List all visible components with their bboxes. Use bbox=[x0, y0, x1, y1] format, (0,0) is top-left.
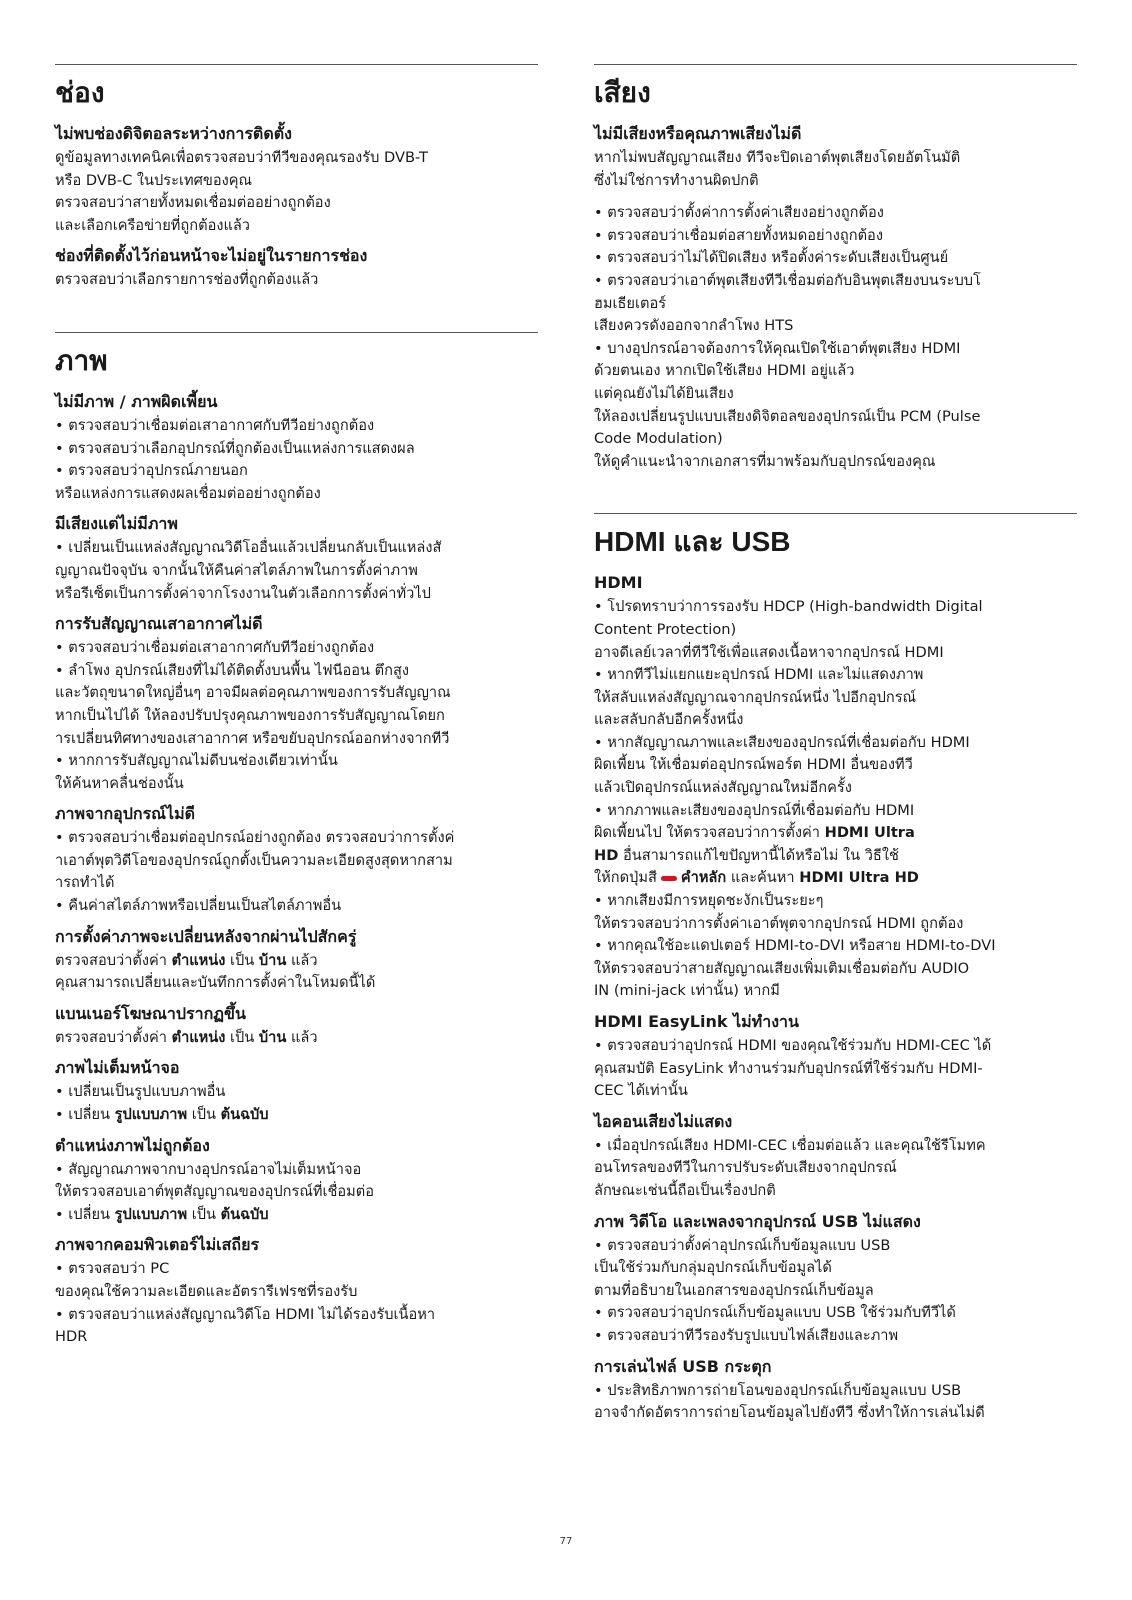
item-body: • ตรวจสอบว่า PC ของคุณใช้ความละเอียดและอัตรารีเฟรชที่รองรับ • ตรวจสอบว่าแหล่งสัญญาณวิดีโอ HDMI ไม่ได้รองรับเนื้อหา HDR bbox=[55, 1260, 436, 1346]
item-body: • ตรวจสอบว่าเชื่อมต่อเสาอากาศกับทีวีอย่างถูกต้อง • ลำโพง อุปกรณ์เสียงที่ไม่ได้ติดตั้งบนพื้น ไฟนีออน ตึกสูง และวัตถุขนาดใหญ่อื่นๆ อาจมีผลต่อคุณภาพของการรับสัญญาณ หากเป็นไปได้ ให้ลองปรับปรุงคุณภาพของการรับสัญญาณโดยก ารเปลี่ยนทิศทางของเสาอากาศ หรือขยับอุปกรณ์ออกห่างจากทีวี • หากการรับสัญญาณไม่ดีบนช่องเดียวเท่านั้น ให้ค้นหาคลื่นช่องนั้น bbox=[55, 639, 451, 792]
item-heading: ไม่มีเสียงหรือคุณภาพเสียงไม่ดี bbox=[594, 124, 802, 143]
item-body: • ตรวจสอบว่าเชื่อมต่อเสาอากาศกับทีวีอย่างถูกต้อง • ตรวจสอบว่าเลือกอุปกรณ์ที่ถูกต้องเป็นแหล่งการแสดงผล • ตรวจสอบว่าอุปกรณ์ภายนอก หรือแหล่งการแสดงผลเชื่อมต่ออย่างถูกต้อง bbox=[55, 416, 415, 502]
section-title: เสียง bbox=[594, 77, 651, 108]
section-title: ภาพ bbox=[55, 344, 108, 376]
item-body: ตรวจสอบว่าเลือกรายการช่องที่ถูกต้องแล้ว bbox=[55, 271, 319, 289]
item-body: • ตรวจสอบว่าตั้งค่าการตั้งค่าเสียงอย่างถูกต้อง • ตรวจสอบว่าเชื่อมต่อสายทั้งหมดอย่างถูกต้อง • ตรวจสอบว่าไม่ได้ปิดเสียง หรือตั้งค่าระดับเสียงเป็นศูนย์ • ตรวจสอบว่าเอาต์พุตเสียงทีวีเชื่อมต่อกับอินพุตเสียงบนระบบโ ฮมเธียเตอร์ เสียงควรดังออกจากลำโพง HTS • บางอุปกรณ์อาจต้องการให้คุณเปิดใช้เอาต์พุตเสียง HDMI ด้วยตนเอง หากเปิดใช้เสียง HDMI อยู่แล้ว แต่คุณยังไม่ได้ยินเสียง ให้ลองเปลี่ยนรูปแบบเสียงดิจิตอลของอุปกรณ์เป็น PCM (Pulse Code Modulation) ให้ดูคำแนะนำจากเอกสารที่มาพร้อมกับอุปกรณ์ของคุณ bbox=[594, 204, 981, 470]
section-title: HDMI และ USB bbox=[594, 526, 791, 558]
item-heading: ไม่มีภาพ / ภาพผิดเพี้ยน bbox=[55, 391, 218, 411]
item-heading: ภาพ วิดีโอ และเพลงจากอุปกรณ์ USB ไม่แสดง bbox=[594, 1211, 921, 1231]
item-heading: ภาพไม่เต็มหน้าจอ bbox=[55, 1058, 180, 1078]
item-body: • เปลี่ยน รูปแบบภาพ เป็น ต้นฉบับ bbox=[55, 1205, 269, 1223]
item-heading: มีเสียงแต่ไม่มีภาพ bbox=[55, 514, 178, 534]
item-body: ดูข้อมูลทางเทคนิคเพื่อตรวจสอบว่าทีวีของคุณรองรับ DVB-T หรือ DVB-C ในประเทศของคุณ ตรวจสอบว่าสายทั้งหมดเชื่อมต่ออย่างถูกต้อง และเลือกเครือข่ายที่ถูกต้องแล้ว bbox=[55, 149, 428, 234]
item-body: • ประสิทธิภาพการถ่ายโอนของอุปกรณ์เก็บข้อมูลแบบ USB อาจจำกัดอัตราการถ่ายโอนข้อมูลไปยังทีวี ซึ่งทำให้การเล่นไม่ดี bbox=[594, 1381, 985, 1422]
item-heading: การรับสัญญาณเสาอากาศไม่ดี bbox=[55, 614, 263, 634]
section-title: ช่อง bbox=[55, 77, 105, 108]
item-heading: HDMI EasyLink ไม่ทำงาน bbox=[594, 1012, 799, 1031]
item-body: หากไม่พบสัญญาณเสียง ทีวีจะปิดเอาต์พุตเสียงโดยอัตโนมัติ ซึ่งไม่ใช่การทำงานผิดปกติ bbox=[594, 149, 961, 189]
item-heading: ไอคอนเสียงไม่แสดง bbox=[594, 1111, 733, 1131]
item-heading: ช่องที่ติดตั้งไว้ก่อนหน้าจะไม่อยู่ในรายการช่อง bbox=[55, 246, 368, 266]
section-channels bbox=[55, 64, 538, 292]
section-sound bbox=[594, 64, 1077, 473]
item-body: • ตรวจสอบว่าตั้งค่าอุปกรณ์เก็บข้อมูลแบบ USB เป็นใช้ร่วมกับกลุ่มอุปกรณ์เก็บข้อมูลได้ ตามที่อธิบายในเอกสารของอุปกรณ์เก็บข้อมูล • ตรวจสอบว่าอุปกรณ์เก็บข้อมูลแบบ USB ใช้ร่วมกับทีวีได้ • ตรวจสอบว่าทีวีรองรับรูปแบบไฟล์เสียงและภาพ bbox=[594, 1236, 956, 1344]
item-body: • ตรวจสอบว่าอุปกรณ์ HDMI ของคุณใช้ร่วมกับ HDMI-CEC ได้ คุณสมบัติ EasyLink ทำงานร่วมกับอุปกรณ์ที่ใช้ร่วมกับ HDMI- CEC ได้เท่านั้น bbox=[594, 1037, 992, 1100]
item-heading: การตั้งค่าภาพจะเปลี่ยนหลังจากผ่านไปสักครู่ bbox=[55, 926, 357, 946]
item-body: • สัญญาณภาพจากบางอุปกรณ์อาจไม่เต็มหน้าจอ ให้ตรวจสอบเอาต์พุตสัญญาณของอุปกรณ์ที่เชื่อมต่อ bbox=[55, 1160, 375, 1201]
item-heading: ภาพจากอุปกรณ์ไม่ดี bbox=[55, 804, 195, 824]
item-body: • เปลี่ยน รูปแบบภาพ เป็น ต้นฉบับ bbox=[55, 1106, 269, 1124]
left-column bbox=[55, 64, 538, 1349]
item-body: • เปลี่ยนเป็นรูปแบบภาพอื่น bbox=[55, 1083, 226, 1101]
item-body: • หากเสียงมีการหยุดชะงักเป็นระยะๆ ให้ตรวจสอบว่าการตั้งค่าเอาต์พุตจากอุปกรณ์ HDMI ถูกต้อง • หากคุณใช้อะแดปเตอร์ HDMI-to-DVI หรือสาย HDMI-to-DVI ให้ตรวจสอบว่าสายสัญญาณเสียงเพิ่มเติมเชื่อมต่อกับ AUDIO IN (mini-jack เท่านั้น) หากมี bbox=[594, 892, 996, 1000]
page-number: 77 bbox=[559, 1536, 573, 1547]
item-body: • ตรวจสอบว่าเชื่อมต่ออุปกรณ์อย่างถูกต้อง ตรวจสอบว่าการตั้งค่ าเอาต์พุตวิดีโอของอุปกรณ์ถูกตั้งเป็นความละเอียดสูงสุดหากสาม ารถทำได้ • คืนค่าสไตล์ภาพหรือเปลี่ยนเป็นสไตล์ภาพอื่น bbox=[55, 829, 455, 915]
item-heading: การเล่นไฟล์ USB กระตุก bbox=[594, 1356, 772, 1376]
item-heading: HDMI bbox=[594, 573, 643, 593]
item-body: ตรวจสอบว่าตั้งค่า ตำแหน่ง เป็น บ้าน แล้ว คุณสามารถเปลี่ยนและบันทึกการตั้งค่าในโหมดนี้ได้ bbox=[55, 951, 376, 992]
red-color-key-icon bbox=[661, 876, 677, 881]
right-column bbox=[594, 64, 1077, 1425]
item-heading: ตำแหน่งภาพไม่ถูกต้อง bbox=[55, 1135, 210, 1155]
item-body: • โปรดทราบว่าการรองรับ HDCP (High-bandwidth Digital Content Protection) อาจดีเลย์เวลาที่ทีวีใช้เพื่อแสดงเนื้อหาจากอุปกรณ์ HDMI • หากทีวีไม่แยกแยะอุปกรณ์ HDMI และไม่แสดงภาพ ให้สลับแหล่งสัญญาณจากอุปกรณ์หนึ่ง ไปอีกอุปกรณ์ และสลับกลับอีกครั้งหนึ่ง • หากสัญญาณภาพและเสียงของอุปกรณ์ที่เชื่อมต่อกับ HDMI ผิดเพี้ยน ให้เชื่อมต่ออุปกรณ์พอร์ต HDMI อื่นของทีวี แล้วเปิดอุปกรณ์แหล่งสัญญาณใหม่อีกครั้ง • หากภาพและเสียงของอุปกรณ์ที่เชื่อมต่อกับ HDMI ผิดเพี้ยนไป ให้ตรวจสอบว่าการตั้งค่า HDMI Ultra HD อื่นสามารถแก้ไขปัญหานี้ได้หรือไม่ ใน วิธีใช้ ให้กดปุ่มสี คำหลัก และค้นหา HDMI Ultra HD bbox=[594, 598, 983, 887]
item-heading: ไม่พบช่องดิจิตอลระหว่างการติดตั้ง bbox=[55, 124, 292, 143]
item-heading: ภาพจากคอมพิวเตอร์ไม่เสถียร bbox=[55, 1235, 260, 1255]
section-hdmi-usb bbox=[594, 513, 1077, 1424]
item-body: • เมื่ออุปกรณ์เสียง HDMI-CEC เชื่อมต่อแล้ว และคุณใช้รีโมทค อนโทรลของทีวีในการปรับระดับเสียงจากอุปกรณ์ ลักษณะเช่นนี้ถือเป็นเรื่องปกติ bbox=[594, 1136, 986, 1199]
item-heading: แบนเนอร์โฆษณาปรากฏขึ้น bbox=[55, 1003, 246, 1023]
item-body: ตรวจสอบว่าตั้งค่า ตำแหน่ง เป็น บ้าน แล้ว bbox=[55, 1028, 318, 1046]
section-picture bbox=[55, 332, 538, 1349]
item-body: • เปลี่ยนเป็นแหล่งสัญญาณวิดีโออื่นแล้วเปลี่ยนกลับเป็นแหล่งสั ญญาณปัจจุบัน จากนั้นให้คืนค่าสไตล์ภาพในการตั้งค่าภาพ หรือรีเซ็ตเป็นการตั้งค่าจากโรงงานในตัวเลือกการตั้งค่าทั่วไป bbox=[55, 539, 442, 602]
